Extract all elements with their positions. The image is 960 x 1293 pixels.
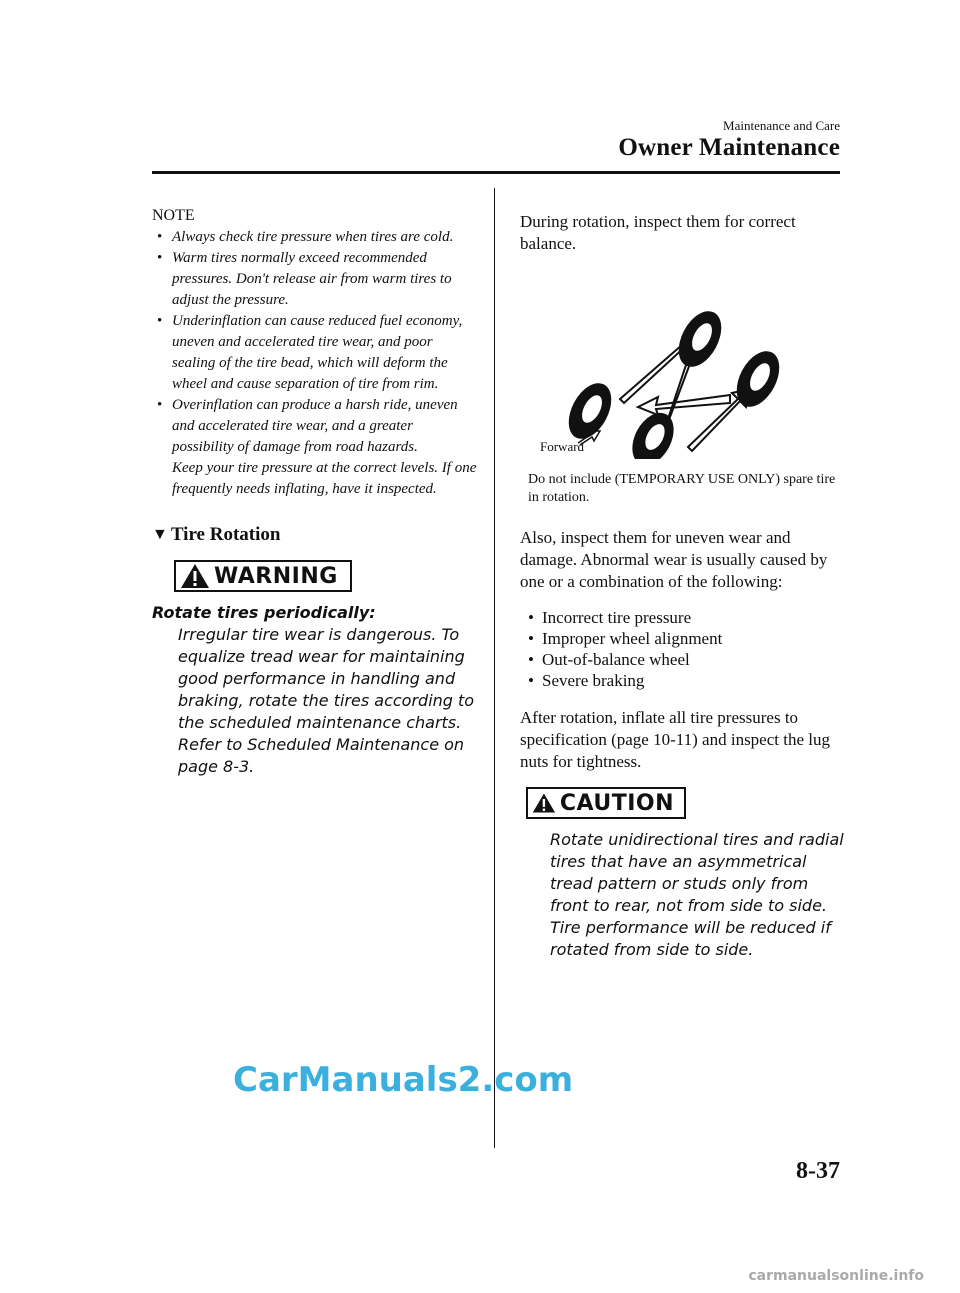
tire-rotation-heading bbox=[152, 524, 477, 546]
caution-badge bbox=[526, 787, 686, 819]
warning-body: Irregular tire wear is dangerous. To equalize tread wear for maintaining good performance in handling and braking, rotate the tires according to the scheduled maintenance charts. Refer to Scheduled Maintenance on page 8-3. bbox=[178, 625, 475, 776]
spare-tire-caption: Do not include (TEMPORARY USE ONLY) spare tire in rotation. bbox=[528, 472, 836, 505]
note-list bbox=[152, 227, 477, 500]
rotation-diagram-graphic bbox=[520, 259, 845, 459]
note-item: • Warm tires normally exceed recommended pressures. Don't release air from warm tires to adjust the pressure. bbox=[152, 248, 477, 311]
list-item: • Out-of-balance wheel bbox=[520, 649, 845, 670]
wear-paragraph: Also, inspect them for uneven wear and damage. Abnormal wear is usually caused by one or a combination of the following: bbox=[520, 528, 828, 591]
rotation-arrow bbox=[638, 395, 730, 415]
warning-label: WARNING bbox=[214, 563, 338, 589]
list-item: • Incorrect tire pressure bbox=[520, 607, 845, 628]
triangle-down-icon: ▼ bbox=[152, 526, 168, 543]
list-item: • Severe braking bbox=[520, 670, 845, 691]
watermark: CarManuals2.com bbox=[233, 1060, 574, 1100]
forward-label: Forward bbox=[540, 439, 585, 454]
footer-watermark: carmanualsonline.info bbox=[748, 1268, 924, 1284]
right-column bbox=[520, 211, 845, 961]
tire-graphic bbox=[670, 304, 730, 374]
header-rule bbox=[152, 171, 840, 174]
header-section: Maintenance and Care bbox=[723, 118, 840, 133]
page-title: Owner Maintenance bbox=[618, 134, 840, 161]
left-column bbox=[152, 207, 477, 778]
page-number: 8-37 bbox=[796, 1158, 840, 1184]
caution-label: CAUTION bbox=[559, 790, 674, 816]
caution-alert-icon bbox=[532, 790, 556, 816]
warning-alert-icon bbox=[180, 563, 210, 589]
list-item: • Improper wheel alignment bbox=[520, 628, 845, 649]
note-extra: Keep your tire pressure at the correct levels. If one frequently needs inflating, have it inspected. bbox=[172, 460, 477, 497]
tire-rotation-title: Tire Rotation bbox=[170, 524, 281, 545]
column-divider bbox=[494, 188, 495, 1148]
rotation-intro: During rotation, inspect them for correct balance. bbox=[520, 212, 796, 253]
warning-lead: Rotate tires periodically: bbox=[152, 603, 376, 622]
note-item: • Underinflation can cause reduced fuel economy, uneven and accelerated tire wear, and poor sealing of the tire bead, which will deform the wheel and cause separation of tire from rim. bbox=[152, 311, 477, 395]
note-item: • Overinflation can produce a harsh ride, uneven and accelerated tire wear, and a greater possibility of damage from road hazards. Keep your tire pressure at the correct levels. If one frequently needs inflating, have it inspected. bbox=[152, 395, 477, 500]
warning-badge bbox=[174, 560, 352, 592]
note-item: • Always check tire pressure when tires are cold. bbox=[152, 227, 477, 248]
wear-causes-list bbox=[520, 607, 845, 691]
after-rotation-paragraph: After rotation, inflate all tire pressures to specification (page 10-11) and inspect the lug nuts for tightness. bbox=[520, 708, 830, 771]
note-heading: NOTE bbox=[152, 207, 195, 224]
tire-rotation-diagram bbox=[520, 259, 845, 459]
caution-body: Rotate unidirectional tires and radial tires that have an asymmetrical tread pattern or studs only from front to rear, not from side to side. Tire performance will be reduced if rotated from side to side. bbox=[550, 830, 844, 959]
